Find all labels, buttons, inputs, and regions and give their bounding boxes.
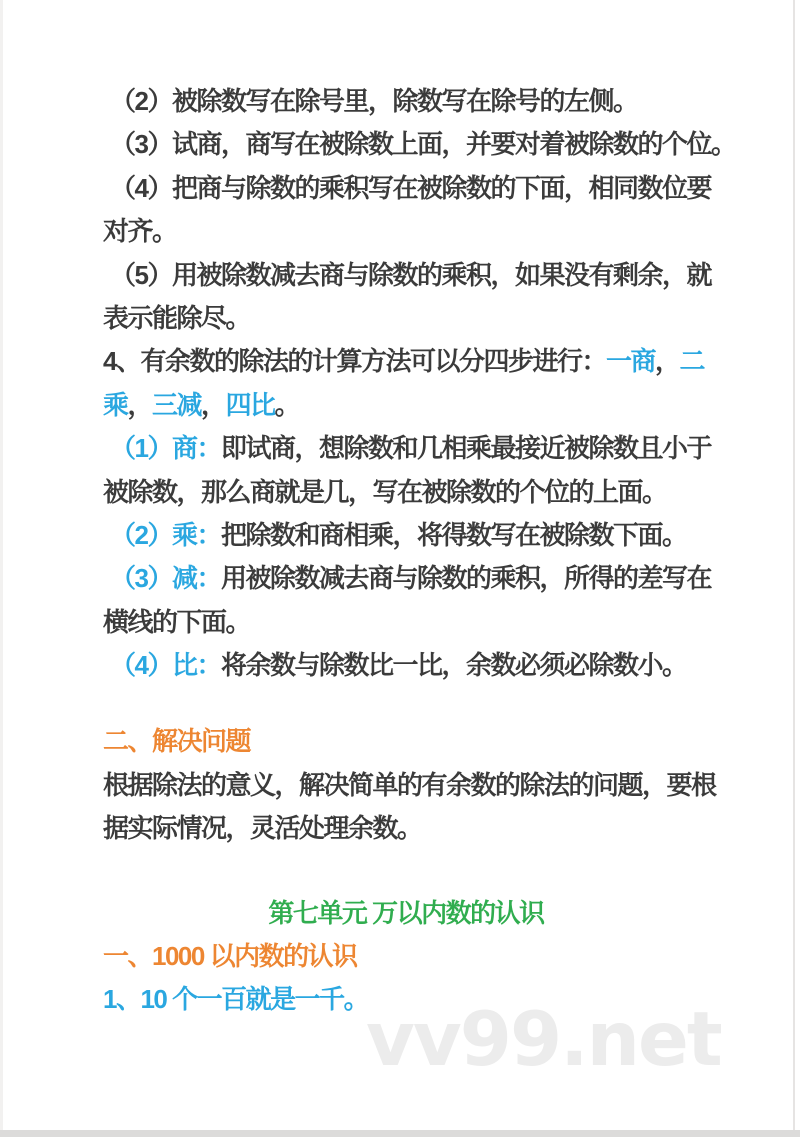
text-segment: （3）试商，商写在被除数上面，并要对着被除数的个位。 [110, 129, 736, 160]
text-segment: 将余数与除数比一比，余数必须必除数小。 [220, 650, 687, 681]
text-line-16 [103, 764, 716, 807]
page-bottom-edge [0, 1130, 800, 1137]
text-segment: ， [127, 389, 153, 420]
text-segment: 二、解决问题 [103, 726, 251, 757]
text-segment: 被除数，那么商就是几，写在被除数的个位的上面。 [103, 476, 667, 507]
page-left-edge [0, 0, 3, 1130]
text-segment: （2）乘： [110, 519, 221, 550]
text-segment: （4）比： [110, 650, 221, 681]
text-segment: （4）把商与除数的乘积写在被除数的下面，相同数位要 [110, 172, 711, 203]
text-segment: 即试商，想除数和几相乘最接近被除数且小于 [220, 433, 711, 464]
text-line-8 [103, 384, 709, 427]
text-line-7 [103, 340, 709, 383]
text-segment: 乘 [103, 389, 128, 420]
text-segment: 据实际情况，灵活处理余数。 [103, 813, 422, 844]
text-segment: （2）被除数写在除号里，除数写在除号的左侧。 [110, 86, 638, 116]
text-segment: 第七单元 万以内数的认识 [268, 897, 544, 928]
text-line-9 [103, 427, 709, 470]
text-line-11 [103, 514, 709, 557]
document-content [103, 80, 736, 1022]
text-line-17 [103, 807, 709, 850]
text-segment: 。 [274, 389, 300, 420]
watermark: vv99.net [366, 995, 721, 1083]
text-line-12 [103, 557, 709, 600]
text-segment: ， [201, 389, 226, 420]
text-segment: 4、有余数的除法的计算方法可以分四步进行： [103, 346, 606, 377]
page-right-edge [793, 0, 795, 1130]
text-segment: 1、10 个一百就是一千。 [103, 984, 369, 1015]
text-line-18 [103, 892, 709, 935]
text-line-15 [103, 720, 709, 763]
text-line-4 [103, 210, 709, 253]
text-line-20 [103, 978, 709, 1021]
text-segment: 三减 [152, 389, 202, 420]
text-line-19 [103, 935, 709, 978]
text-line-6 [103, 297, 709, 340]
text-line-13 [103, 601, 709, 644]
text-segment: （5）用被除数减去商与除数的乘积，如果没有剩余，就 [110, 259, 711, 290]
text-segment: 用被除数减去商与除数的乘积，所得的差写在 [220, 563, 711, 594]
text-line-2 [103, 123, 736, 166]
text-segment: 一商 [605, 346, 655, 377]
text-segment: 把除数和商相乘，将得数写在被除数下面。 [220, 519, 687, 550]
text-line-1 [103, 80, 709, 123]
text-segment: 四比 [225, 389, 275, 420]
text-line-10 [103, 471, 709, 514]
text-line-5 [103, 254, 709, 297]
text-segment: 一、1000 以内数的认识 [103, 941, 357, 972]
text-segment: 根据除法的意义，解决简单的有余数的除法的问题，要根 [103, 769, 716, 800]
text-segment: ， [654, 346, 680, 377]
text-segment: （3）减： [110, 563, 221, 594]
text-segment: 表示能除尽。 [103, 302, 251, 333]
text-line-14 [103, 644, 709, 687]
text-line-3 [103, 167, 709, 210]
text-segment: 对齐。 [103, 216, 177, 247]
text-segment: （1）商： [110, 433, 221, 464]
text-segment: 横线的下面。 [103, 606, 251, 637]
text-segment: 二 [679, 346, 705, 377]
